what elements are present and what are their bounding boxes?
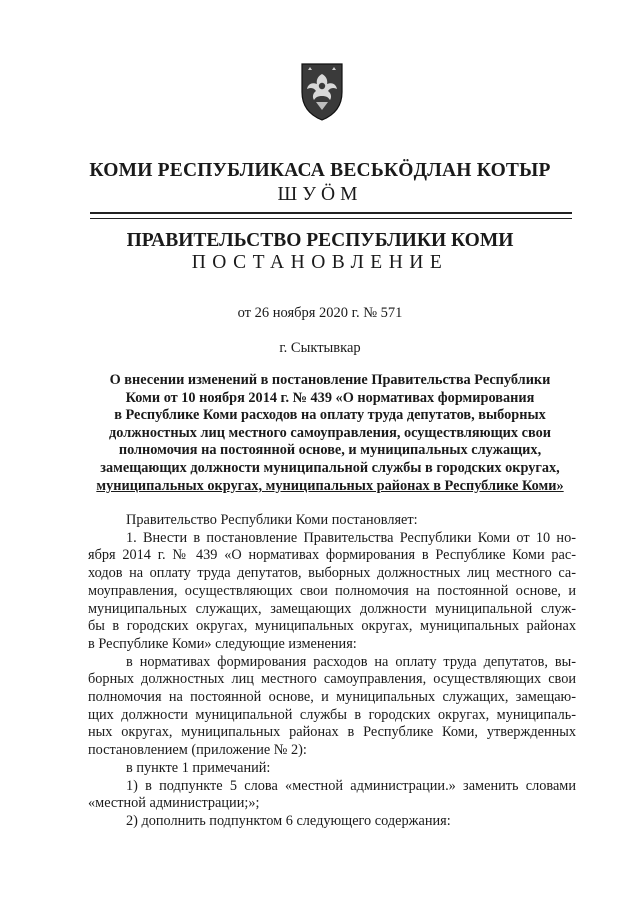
- body-line: Правительство Республики Коми постановляет:: [126, 512, 418, 528]
- title-line: Коми от 10 ноября 2014 г. № 439 «О нормативах формирования: [125, 389, 535, 406]
- body-line: в пункте 1 примечаний:: [126, 759, 271, 776]
- body-line: в Республике Коми» следующие изменения:: [88, 635, 357, 652]
- body-line: щих должности муниципальной службы в городских округах, муниципаль-: [88, 706, 576, 723]
- body-line: 2) дополнить подпунктом 6 следующего содержания:: [126, 812, 451, 829]
- title-line: полномочия на постоянной основе, и муниципальных служащих,: [118, 442, 542, 459]
- document-city: г. Сыктывкар: [279, 340, 361, 356]
- header-divider-thin: [90, 218, 572, 219]
- header-divider-thick: [90, 212, 572, 214]
- body-line: в нормативах формирования расходов на оплату труда депутатов, вы-: [126, 653, 576, 670]
- body-line: бы в городских округах, муниципальных округах, муниципальных районах: [88, 618, 576, 635]
- body-line: моуправления, осуществляющих свои полномочия на постоянной основе, и: [88, 582, 576, 599]
- body-line: ходов на оплату труда депутатов, выборных должностных лиц местного са-: [88, 565, 576, 582]
- document-body: [88, 512, 576, 831]
- body-line: ября 2014 г. № 439 «О нормативах формирования в Республике Коми рас-: [88, 547, 576, 564]
- title-line: должностных лиц местного самоуправления, осуществляющих свои: [109, 424, 551, 441]
- body-line: «местной администрации;»;: [88, 795, 260, 812]
- title-line: в Республике Коми расходов на оплату труда депутатов, выборных: [114, 407, 546, 424]
- russian-government-name: ПРАВИТЕЛЬСТВО РЕСПУБЛИКИ КОМИ: [126, 230, 514, 251]
- body-line: полномочия на постоянной основе, и муниципальных служащих, замещаю-: [88, 689, 576, 706]
- title-line: муниципальных округах, муниципальных районах в Республике Коми»: [96, 477, 564, 494]
- body-line: постановлением (приложение № 2):: [88, 742, 307, 759]
- komi-document-type: ШУÖМ: [277, 184, 363, 205]
- komi-coat-of-arms-icon: [298, 62, 346, 122]
- document-title: [70, 372, 590, 495]
- body-line: борных должностных лиц местного самоуправления, осуществляющих свои: [88, 671, 576, 688]
- document-date-number: от 26 ноября 2020 г. № 571: [237, 305, 403, 321]
- body-line: 1) в подпункте 5 слова «местной администрации.» заменить словами: [126, 777, 576, 794]
- komi-government-name: КОМИ РЕСПУБЛИКАСА ВЕСЬКÖДЛАН КОТЫР: [89, 160, 551, 181]
- body-line: ных округах, муниципальных районах в Республике Коми, утвержденных: [88, 724, 576, 741]
- body-line: муниципальных служащих, замещающих должности муниципальной служ-: [88, 600, 576, 617]
- title-line: замещающих должности муниципальной службы в городских округах,: [100, 459, 560, 476]
- body-line: 1. Внести в постановление Правительства Республики Коми от 10 но-: [126, 529, 576, 546]
- russian-document-type: ПОСТАНОВЛЕНИЕ: [191, 252, 449, 273]
- title-line: О внесении изменений в постановление Правительства Республики: [109, 372, 551, 388]
